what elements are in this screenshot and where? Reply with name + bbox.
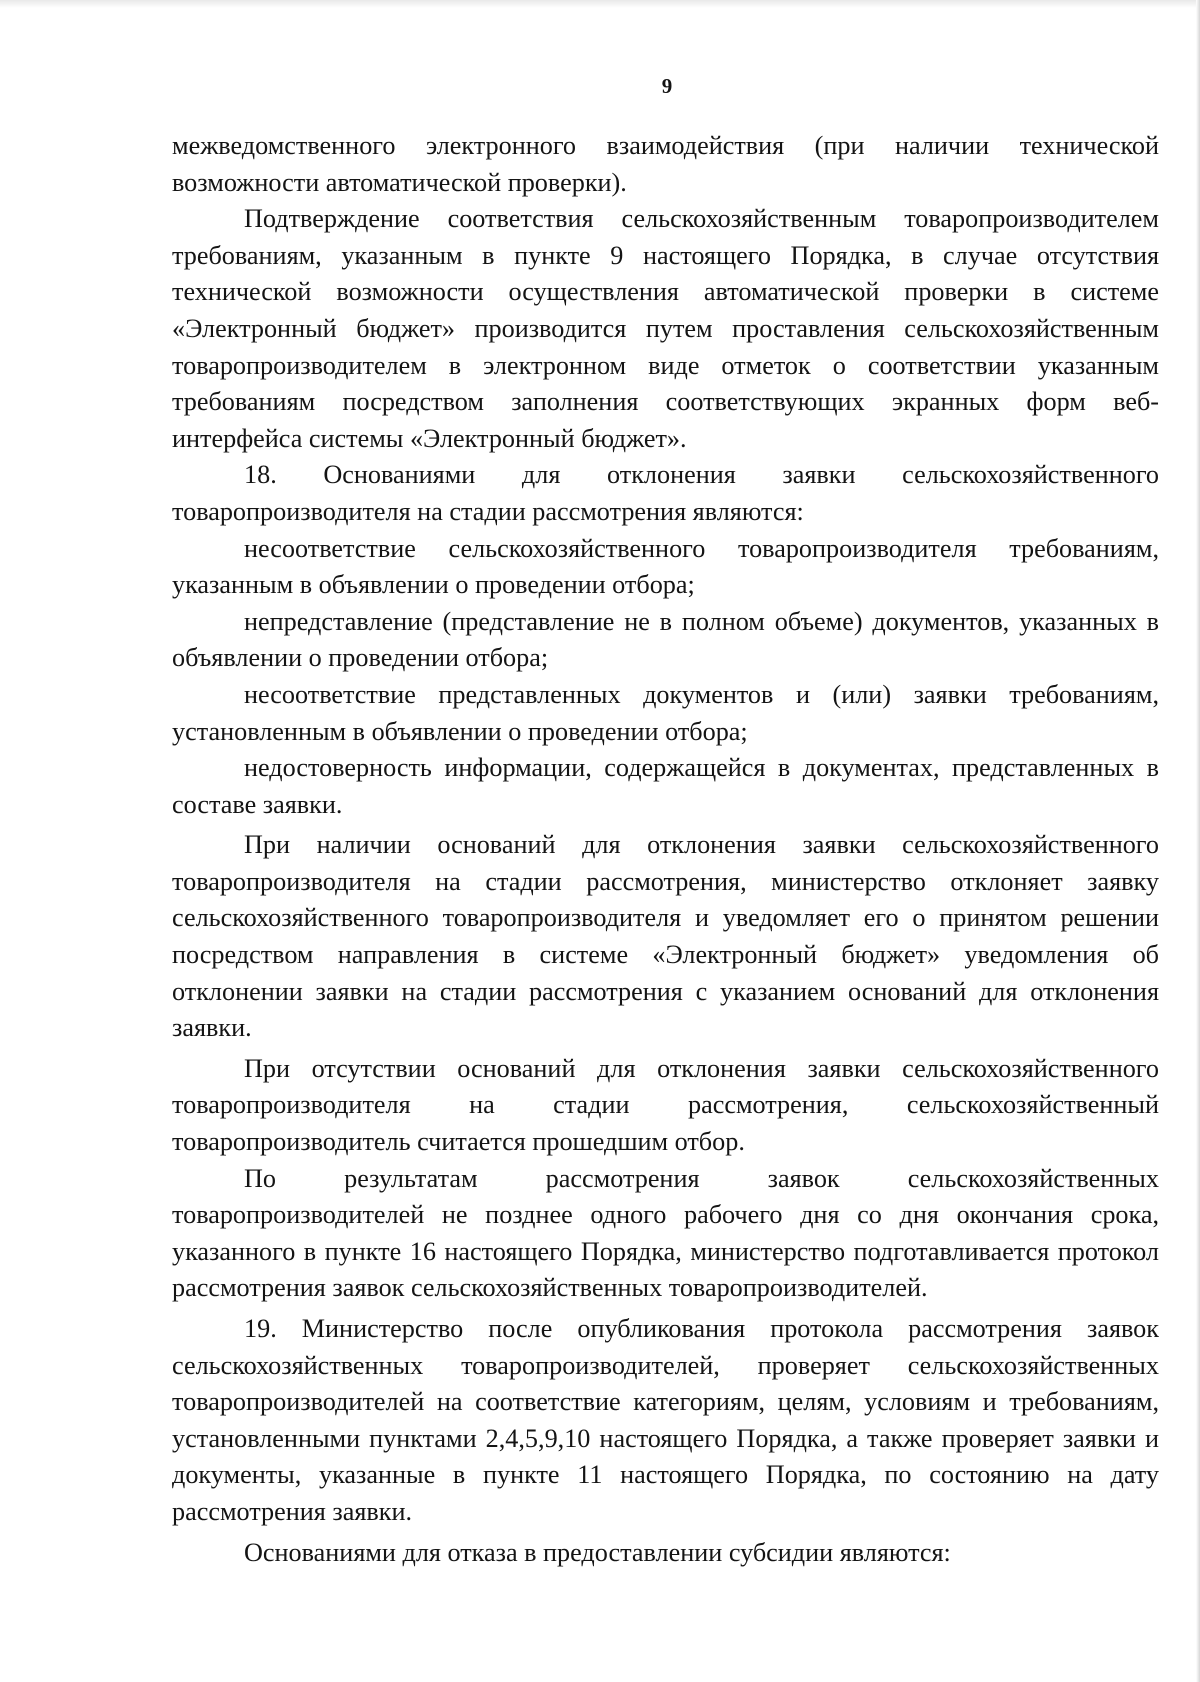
paragraph-review-protocol: По результатам рассмотрения заявок сельскохозяйственных товаропроизводителей не позднее одного рабочего дня со дня окончания срока, указанного в пункте 16 настоящего Порядка, министерство подготавливается протокол рассмотрения заявок сельскохозяйственных товаропроизводителей.	[172, 1163, 1159, 1303]
list-item-nonsubmission: непредставление (представление не в полном объеме) документов, указанных в объявлении о проведении отбора;	[172, 606, 1159, 673]
page-number: 9	[661, 74, 673, 98]
paragraph-refusal-grounds: Основаниями для отказа в предоставлении субсидии являются:	[244, 1537, 951, 1567]
paragraph-continuation: межведомственного электронного взаимодействия (при наличии технической возможности автоматической проверки).	[172, 131, 1159, 197]
scan-edge-right	[1196, 0, 1200, 1682]
paragraph-confirmation: Подтверждение соответствия сельскохозяйственным товаропроизводителем требованиям, указанным в пункте 9 настоящего Порядка, в случае отсутствия технической возможности осуществления автоматической проверки в системе «Электронный бюджет» производится путем проставления сельскохозяйственным товаропроизводителем в электронном виде отметок о соответствии указанным требованиям посредством заполнения соответствующих экранных форм веб-интерфейса системы «Электронный бюджет».	[172, 204, 1159, 453]
document-body	[172, 128, 1159, 1571]
list-item-nonconformity: несоответствие сельскохозяйственного товаропроизводителя требованиям, указанным в объявлении о проведении отбора;	[172, 533, 1159, 600]
list-item-document-nonconformity: несоответствие представленных документов и (или) заявки требованиям, установленным в объявлении о проведении отбора;	[172, 679, 1159, 746]
paragraph-passed-selection: При отсутствии оснований для отклонения заявки сельскохозяйственного товаропроизводителя на стадии рассмотрения, сельскохозяйственный товаропроизводитель считается прошедшим отбор.	[172, 1053, 1159, 1157]
paragraph-clause-18: 18. Основаниями для отклонения заявки сельскохозяйственного товаропроизводителя на стадии рассмотрения являются:	[172, 460, 1159, 526]
paragraph-clause-19: 19. Министерство после опубликования протокола рассмотрения заявок сельскохозяйственных товаропроизводителей, проверяет сельскохозяйственных товаропроизводителей на соответствие категориям, целям, условиям и требованиям, установленными пунктами 2,4,5,9,10 настоящего Порядка, а также проверяет заявки и документы, указанные в пункте 11 настоящего Порядка, по состоянию на дату рассмотрения заявки.	[172, 1314, 1159, 1526]
list-item-unreliability: недостоверность информации, содержащейся в документах, представленных в составе заявки.	[172, 753, 1159, 819]
scan-edge-top	[0, 0, 1200, 8]
paragraph-rejection-procedure: При наличии оснований для отклонения заявки сельскохозяйственного товаропроизводителя на стадии рассмотрения, министерство отклоняет заявку сельскохозяйственного товаропроизводителя и уведомляет его о принятом решении посредством направления в системе «Электронный бюджет» уведомления об отклонении заявки на стадии рассмотрения с указанием оснований для отклонения заявки.	[172, 830, 1159, 1043]
